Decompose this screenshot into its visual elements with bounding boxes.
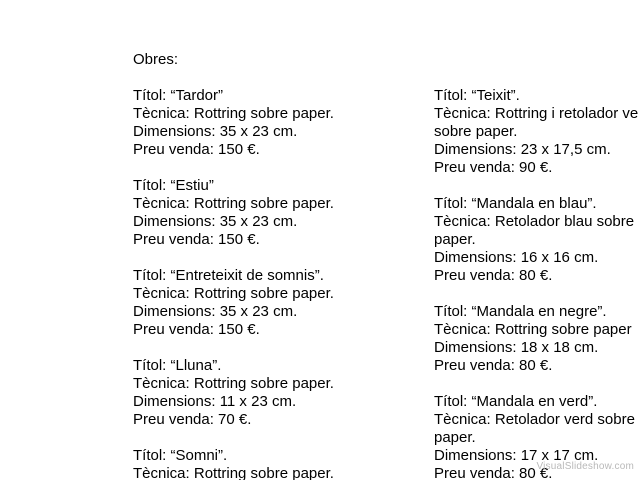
artwork-line: Tècnica: Retolador verd sobre [434, 411, 635, 428]
artwork-line: Tècnica: Rottring sobre paper. [133, 465, 334, 480]
artwork-line: Títol: “Mandala en blau”. [434, 195, 597, 212]
artwork-entry [133, 87, 423, 159]
artwork-line: Tècnica: Rottring sobre paper. [133, 285, 334, 302]
artwork-line: Preu venda: 70 €. [133, 411, 252, 428]
artwork-line: Preu venda: 90 €. [434, 159, 553, 176]
artwork-line: Tècnica: Rottring sobre paper. [133, 105, 334, 122]
works-heading: Obres: [133, 51, 179, 68]
artwork-line: paper. [434, 429, 476, 446]
artwork-line: Tècnica: Rottring sobre paper. [133, 195, 334, 212]
artwork-line: sobre paper. [434, 123, 518, 140]
artwork-line: Tècnica: Rottring sobre paper [434, 321, 632, 338]
artwork-line: Títol: “Mandala en verd”. [434, 393, 598, 410]
right-column [434, 87, 640, 480]
artwork-line: Dimensions: 16 x 16 cm. [434, 249, 599, 266]
artwork-entry [434, 195, 640, 285]
artwork-line: Títol: “Entreteixit de somnis”. [133, 267, 324, 284]
watermark: VisualSlideshow.com [536, 461, 634, 472]
artwork-line: Títol: “Teixit”. [434, 87, 520, 104]
artwork-line: Dimensions: 18 x 18 cm. [434, 339, 599, 356]
artwork-line: Tècnica: Rottring i retolador ve [434, 105, 639, 122]
artwork-line: Preu venda: 150 €. [133, 231, 260, 248]
artwork-entry [434, 303, 640, 375]
artwork-line: Dimensions: 11 x 23 cm. [133, 393, 297, 410]
left-column [133, 87, 423, 480]
artwork-line: Preu venda: 150 €. [133, 321, 260, 338]
artwork-line: Dimensions: 35 x 23 cm. [133, 303, 298, 320]
artwork-line: Títol: “Mandala en negre”. [434, 303, 607, 320]
artwork-line: Preu venda: 80 €. [434, 465, 553, 480]
artwork-line: Títol: “Lluna”. [133, 357, 222, 374]
artwork-entry [133, 447, 423, 480]
artwork-line: Títol: “Tardor” [133, 87, 224, 104]
artwork-line: Dimensions: 23 x 17,5 cm. [434, 141, 611, 158]
artwork-line: Títol: “Somni”. [133, 447, 228, 464]
artwork-entry [133, 267, 423, 339]
artwork-entry [133, 357, 423, 429]
artwork-line: Preu venda: 80 €. [434, 267, 553, 284]
artwork-line: Dimensions: 17 x 17 cm. [434, 447, 599, 464]
artwork-line: Preu venda: 80 €. [434, 357, 553, 374]
artwork-line: Dimensions: 35 x 23 cm. [133, 213, 298, 230]
artwork-line: Tècnica: Rottring sobre paper. [133, 375, 334, 392]
artwork-entry [133, 177, 423, 249]
artwork-entry [434, 87, 640, 177]
artwork-line: paper. [434, 231, 476, 248]
artwork-line: Preu venda: 150 €. [133, 141, 260, 158]
artwork-line: Títol: “Estiu” [133, 177, 214, 194]
artwork-line: Dimensions: 35 x 23 cm. [133, 123, 298, 140]
artwork-line: Tècnica: Retolador blau sobre [434, 213, 635, 230]
